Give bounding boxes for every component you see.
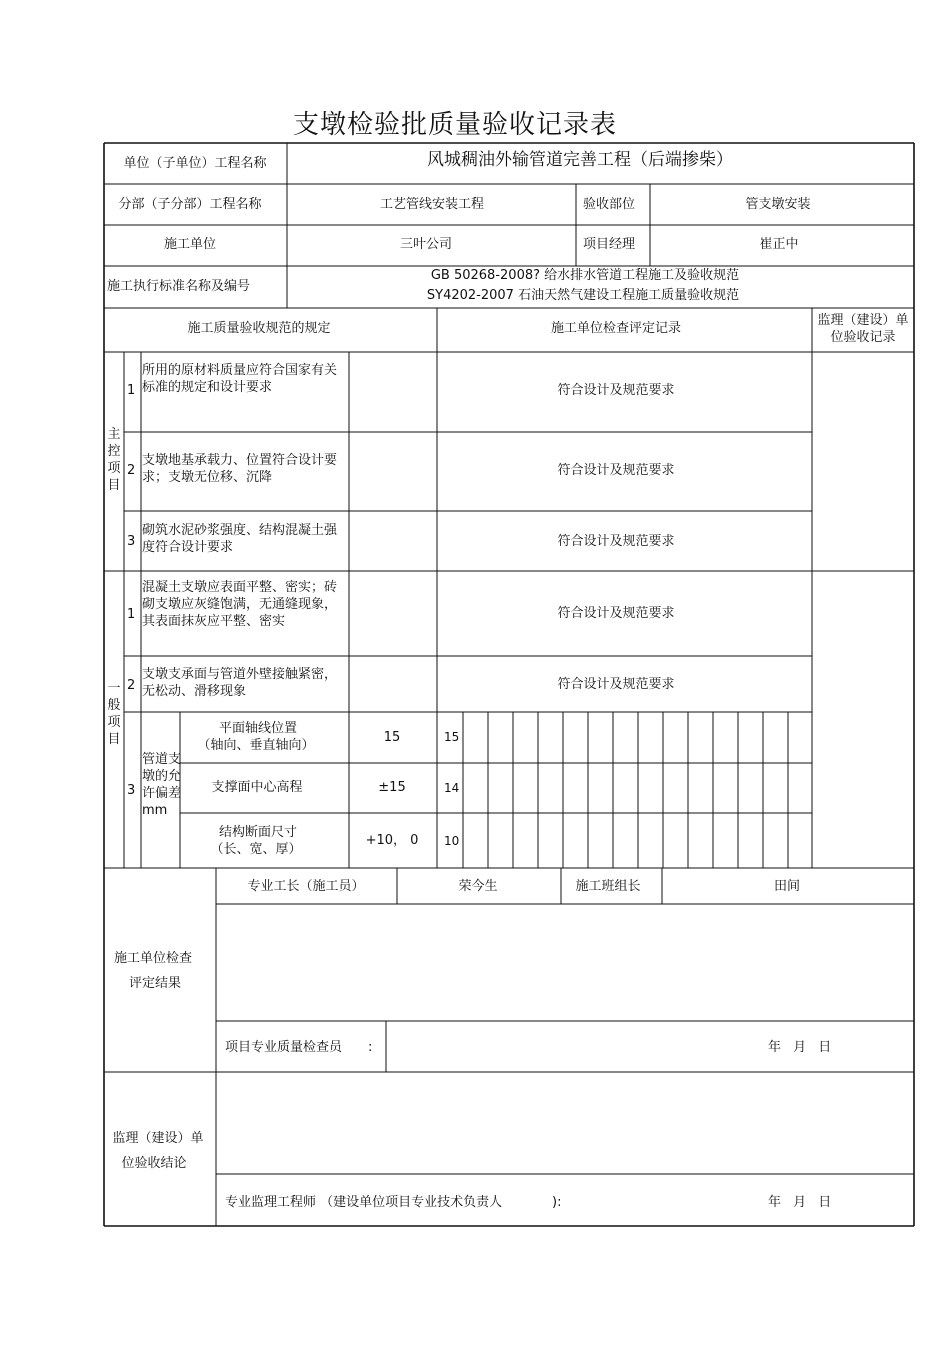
main-item-2-no: 2	[127, 463, 136, 478]
construction-unit-value: 三叶公司	[399, 237, 453, 252]
tolerance-row-3-count: 10	[444, 834, 460, 848]
main-item-1-result: 符合设计及规范要求	[557, 383, 675, 398]
tolerance-label: 管道支墩的允许偏差 mm	[142, 752, 182, 818]
column-spec: 施工质量验收规范的规定	[187, 321, 331, 336]
main-item-3-result: 符合设计及规范要求	[557, 534, 675, 549]
standard-label: 施工执行标准名称及编号	[107, 279, 251, 294]
construction-unit-label: 施工单位	[163, 237, 217, 252]
supervision-date: 年 月 日	[768, 1195, 832, 1210]
inspector-colon: :	[368, 1040, 373, 1055]
general-item-2-result: 符合设计及规范要求	[557, 677, 675, 692]
acceptance-part-label: 验收部位	[582, 197, 636, 212]
engineer-label: 专业监理工程师 （建设单位项目专业技术负责人	[225, 1195, 503, 1210]
main-item-1-no: 1	[127, 383, 136, 398]
tolerance-row-2-allow: ±15	[378, 780, 406, 795]
tolerance-row-1-name: 平面轴线位置	[218, 721, 298, 736]
general-label: 一般项目	[107, 681, 121, 747]
engineer-suffix: ):	[552, 1195, 562, 1210]
main-item-3-text: 砌筑水泥砂浆强度、结构混凝土强度符合设计要求	[142, 523, 338, 555]
tolerance-row-3-name: 结构断面尺寸	[218, 825, 298, 840]
standard-line-1: GB 50268-2008? 给水排水管道工程施工及验收规范	[430, 268, 740, 283]
general-item-2-text: 支墩支承面与管道外壁接触紧密，无松动、滑移现象	[142, 667, 338, 699]
page-title: 支墩检验批质量验收记录表	[292, 110, 617, 140]
foreman-value: 荣今生	[458, 879, 498, 894]
supervision-label-1: 监理（建设）单	[112, 1131, 204, 1146]
supervision-label-2: 位验收结论	[121, 1156, 187, 1171]
main-item-2-result: 符合设计及规范要求	[557, 463, 675, 478]
inspection-label-1: 施工单位检查	[113, 951, 193, 966]
inspection-date: 年 月 日	[768, 1040, 832, 1055]
general-item-1-no: 1	[127, 607, 136, 622]
tolerance-row-3-sub: （长、宽、厚）	[210, 842, 302, 857]
general-item-2-no: 2	[127, 678, 136, 693]
main-item-3-no: 3	[127, 534, 136, 549]
sub-project-value: 工艺管线安装工程	[379, 197, 485, 212]
tolerance-row-1-allow: 15	[383, 730, 401, 745]
column-supervision: 监理（建设）单位验收记录	[817, 313, 909, 345]
sub-project-label: 分部（子分部）工程名称	[118, 197, 262, 212]
tolerance-row-2-count: 14	[444, 781, 460, 795]
foreman-label: 专业工长（施工员）	[247, 879, 365, 894]
general-item-1-result: 符合设计及规范要求	[557, 606, 675, 621]
team-leader-value: 田间	[773, 879, 801, 894]
tolerance-row-1-sub: （轴向、垂直轴向）	[197, 738, 315, 753]
unit-project-label: 单位（子单位）工程名称	[123, 156, 267, 171]
standard-line-2: SY4202-2007 石油天然气建设工程施工质量验收规范	[426, 288, 740, 303]
project-manager-label: 项目经理	[582, 237, 636, 252]
team-leader-label: 施工班组长	[575, 879, 641, 894]
general-item-3-no: 3	[127, 783, 136, 798]
main-item-2-text: 支墩地基承载力、位置符合设计要求；支墩无位移、沉降	[142, 453, 338, 485]
general-item-1-text: 混凝土支墩应表面平整、密实；砖砌支墩应灰缝饱满，无通缝现象，其表面抹灰应平整、密实	[142, 580, 338, 629]
main-item-1-text: 所用的原材料质量应符合国家有关标准的规定和设计要求	[142, 363, 338, 395]
main-control-label: 主控项目	[107, 427, 121, 493]
acceptance-part-value: 管支墩安装	[745, 197, 811, 212]
inspection-label-2: 评定结果	[128, 976, 182, 991]
tolerance-row-1-count: 15	[444, 730, 460, 744]
tolerance-row-2-name: 支撑面中心高程	[211, 780, 303, 795]
inspector-label: 项目专业质量检查员	[225, 1040, 343, 1055]
column-record: 施工单位检查评定记录	[550, 321, 682, 336]
project-manager-value: 崔正中	[759, 237, 799, 252]
unit-project-value: 风城稠油外输管道完善工程（后端掺柴）	[427, 150, 733, 170]
tolerance-row-3-allow: +10， 0	[365, 833, 419, 848]
